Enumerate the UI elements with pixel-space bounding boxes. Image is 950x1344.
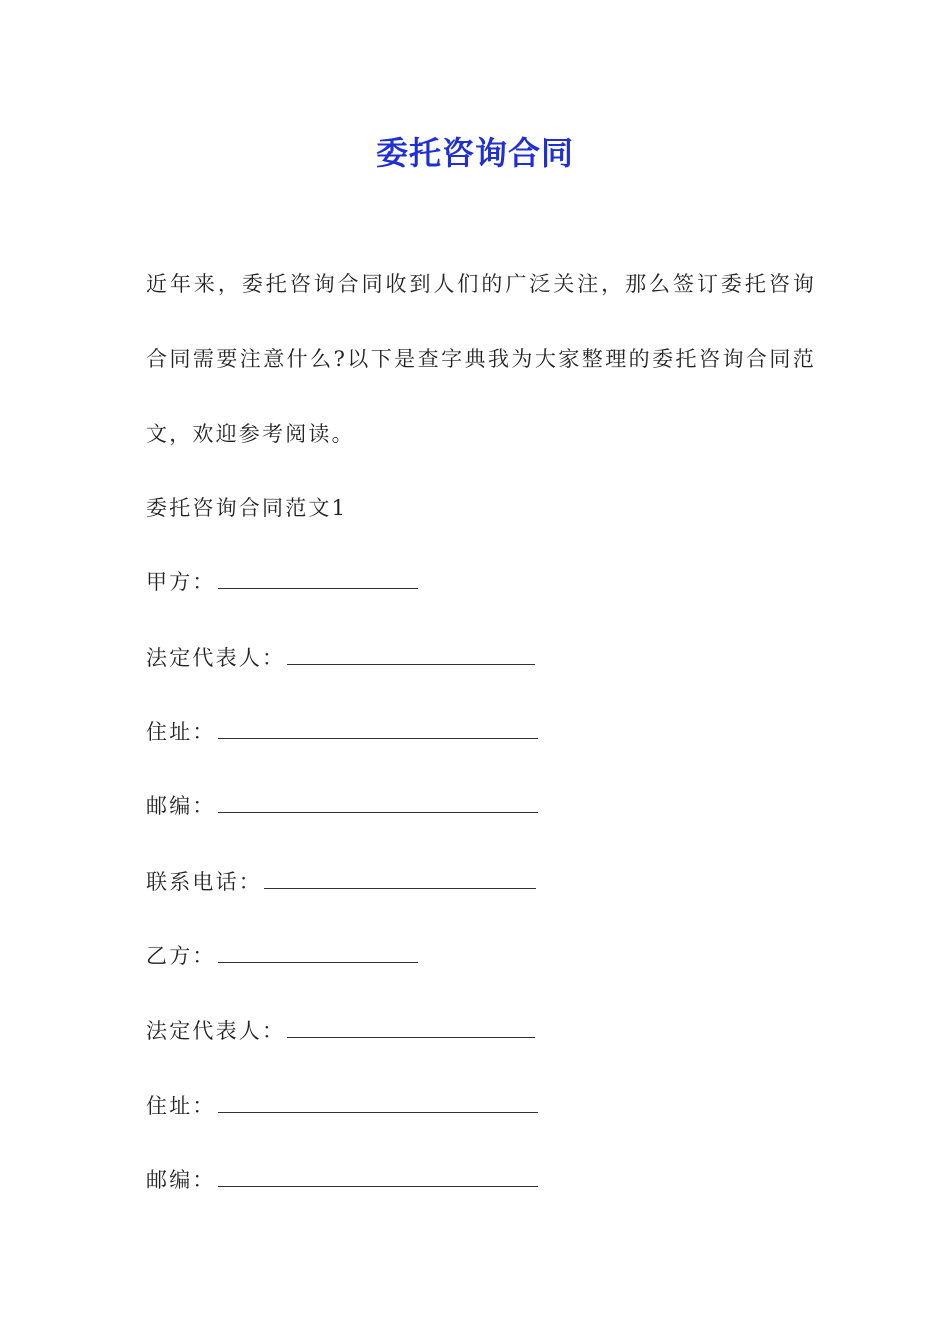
field-label: 乙方：: [146, 944, 216, 968]
fill-in-blank: [218, 1092, 538, 1113]
field-label: 法定代表人：: [146, 1019, 286, 1043]
intro-paragraph: 近年来，委托咨询合同收到人们的广泛关注，那么签订委托咨询合同需要注意什么?以下是查字典我为大家整理的委托咨询合同范文，欢迎参考阅读。: [146, 272, 816, 446]
fill-in-blank: [218, 792, 538, 813]
field-label: 甲方：: [146, 570, 216, 594]
field-legal-rep-b: [146, 1015, 535, 1047]
field-postcode-b: [146, 1164, 538, 1196]
field-phone-a: [146, 866, 536, 898]
document-title: 委托咨询合同: [375, 134, 574, 172]
field-party-b: [146, 940, 418, 972]
fill-in-blank: [218, 718, 538, 739]
fill-in-blank: [218, 568, 418, 589]
field-address-a: [146, 716, 538, 748]
field-label: 邮编：: [146, 794, 216, 818]
field-label: 联系电话：: [146, 870, 262, 894]
field-postcode-a: [146, 790, 538, 822]
fill-in-blank: [218, 1166, 538, 1187]
field-label: 住址：: [146, 1094, 216, 1118]
field-label: 邮编：: [146, 1168, 216, 1192]
field-label: 住址：: [146, 720, 216, 744]
fill-in-blank: [264, 868, 536, 889]
fill-in-blank: [218, 942, 418, 963]
field-address-b: [146, 1090, 538, 1122]
field-legal-rep-a: [146, 642, 535, 674]
field-label: 法定代表人：: [146, 646, 286, 670]
fill-in-blank: [287, 1017, 535, 1038]
section-heading: 委托咨询合同范文1: [146, 496, 348, 520]
field-party-a: [146, 566, 418, 598]
fill-in-blank: [287, 644, 535, 665]
